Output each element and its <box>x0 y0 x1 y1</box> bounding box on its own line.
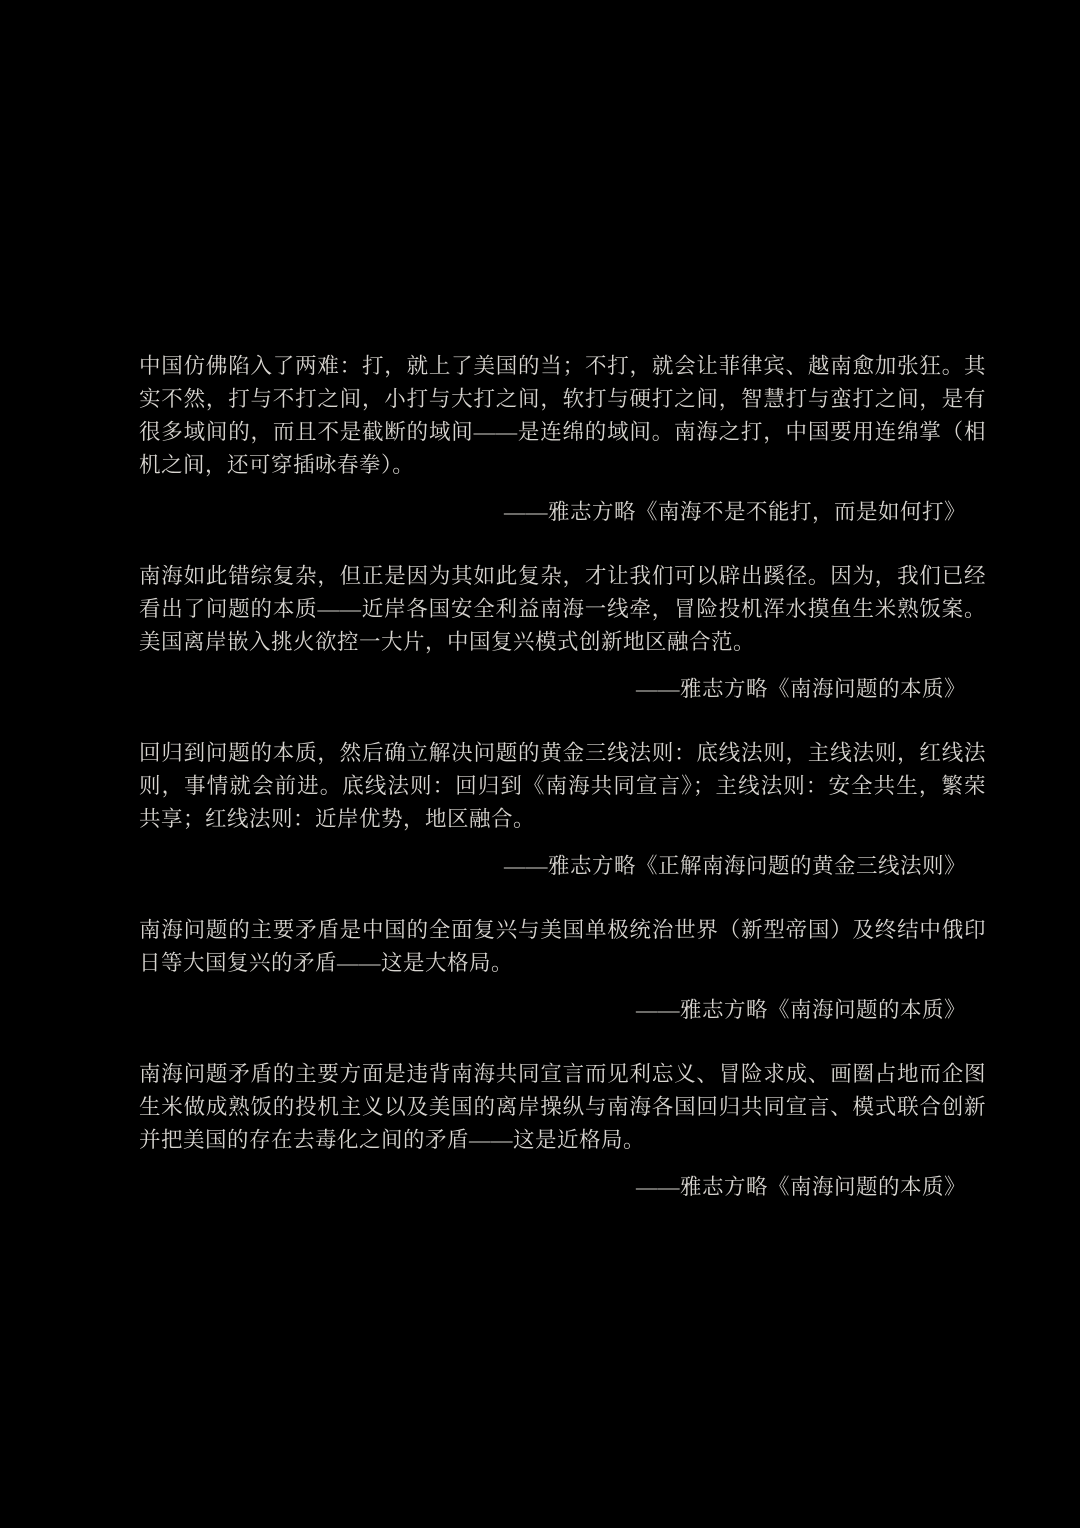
quote-block <box>139 737 986 883</box>
quote-attribution: ——雅志方略《正解南海问题的黄金三线法则》 <box>503 854 966 878</box>
quote-block <box>139 350 986 529</box>
quote-body: 南海问题矛盾的主要方面是违背南海共同宣言而见利忘义、冒险求成、画圈占地而企图生米做成熟饭的投机主义以及美国的离岸操纵与南海各国回归共同宣言、模式联合创新并把美国的存在去毒化之间的矛盾——这是近格局。 <box>139 1062 986 1152</box>
quote-body: 南海问题的主要矛盾是中国的全面复兴与美国单极统治世界（新型帝国）及终结中俄印日等大国复兴的矛盾——这是大格局。 <box>139 918 986 975</box>
quote-attribution: ——雅志方略《南海问题的本质》 <box>635 998 966 1022</box>
quote-block <box>139 560 986 706</box>
quote-body: 回归到问题的本质，然后确立解决问题的黄金三线法则：底线法则，主线法则，红线法则，事情就会前进。底线法则：回归到《南海共同宣言》；主线法则：安全共生，繁荣共享；红线法则：近岸优势，地区融合。 <box>139 741 986 831</box>
quote-attribution: ——雅志方略《南海不是不能打，而是如何打》 <box>503 500 966 524</box>
quote-block <box>139 1058 986 1204</box>
quote-attribution: ——雅志方略《南海问题的本质》 <box>635 677 966 701</box>
quote-body: 中国仿佛陷入了两难：打，就上了美国的当；不打，就会让菲律宾、越南愈加张狂。其实不然，打与不打之间，小打与大打之间，软打与硬打之间，智慧打与蛮打之间，是有很多域间的，而且不是截断的域间——是连绵的域间。南海之打，中国要用连绵掌（相机之间，还可穿插咏春拳）。 <box>139 354 986 477</box>
quote-block <box>139 914 986 1027</box>
quote-attribution: ——雅志方略《南海问题的本质》 <box>635 1175 966 1199</box>
quote-body: 南海如此错综复杂，但正是因为其如此复杂，才让我们可以辟出蹊径。因为，我们已经看出了问题的本质——近岸各国安全利益南海一线牵，冒险投机浑水摸鱼生米熟饭案。美国离岸嵌入挑火欲控一大片，中国复兴模式创新地区融合范。 <box>139 564 986 654</box>
